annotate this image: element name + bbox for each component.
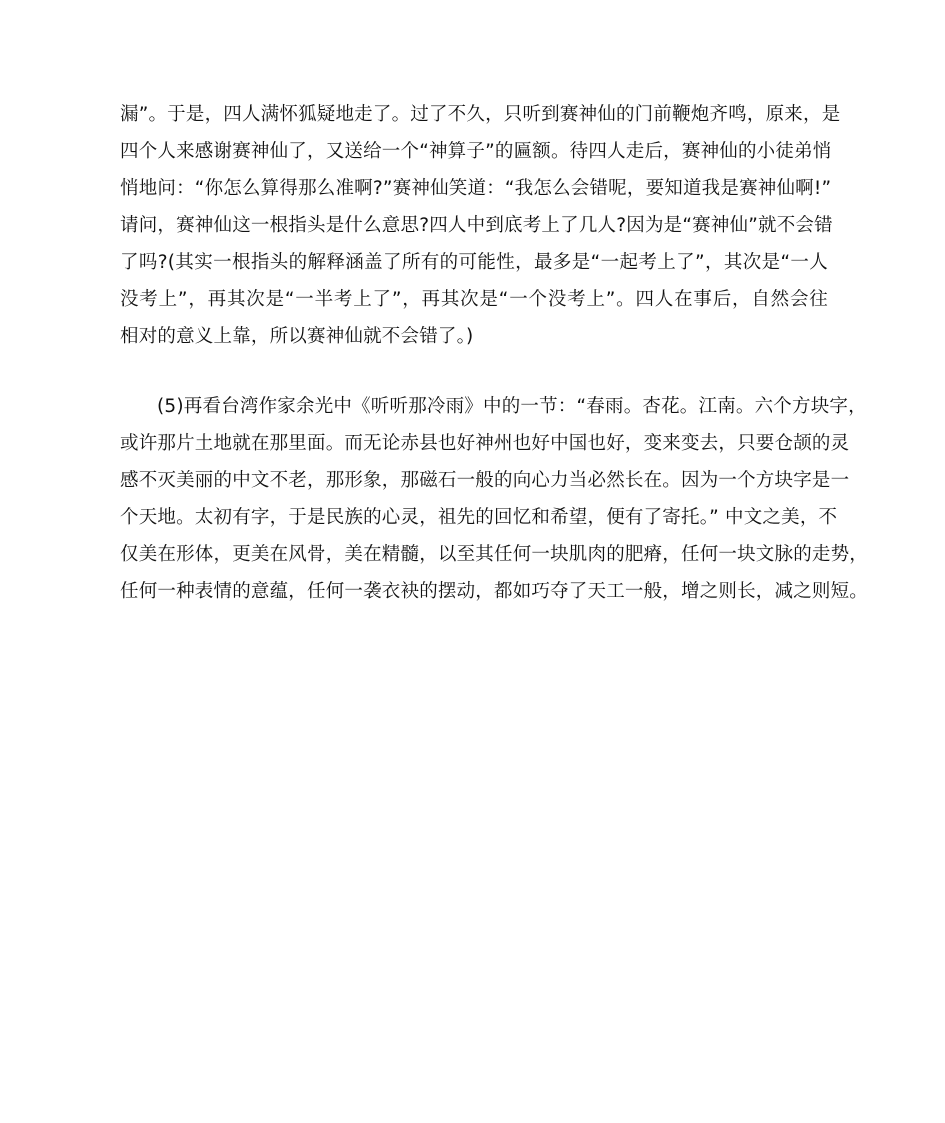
text-line: 任何一种表情的意蕴，任何一袭衣袂的摆动，都如巧夺了天工一般，增之则长，减之则短。: [120, 581, 869, 602]
text-line: 没考上”，再其次是“一半考上了”，再其次是“一个没考上”。四人在事后，自然会往: [120, 289, 828, 310]
text-line: 了吗?(其实一根指头的解释涵盖了所有的可能性，最多是“一起考上了”，其次是“一人: [120, 252, 828, 273]
text-line: 四个人来感谢赛神仙了，又送给一个“神算子”的匾额。待四人走后，赛神仙的小徒弟悄: [120, 141, 832, 162]
paragraph-fortune-teller: [120, 96, 841, 355]
text-line: 仅美在形体，更美在风骨，美在精髓，以至其任何一块肌肉的肥瘠，任何一块文脉的走势，: [120, 544, 869, 565]
text-line: 个天地。太初有字，于是民族的心灵，祖先的回忆和希望，便有了寄托。” 中文之美，不: [120, 507, 838, 528]
text-line: 相对的意义上靠，所以赛神仙就不会错了。): [120, 326, 474, 347]
text-line: 漏”。于是，四人满怀狐疑地走了。过了不久，只听到赛神仙的门前鞭炮齐鸣，原来，是: [120, 104, 841, 125]
text-line: (5)再看台湾作家余光中《听听那冷雨》中的一节：“春雨。杏花。江南。六个方块字，: [157, 396, 867, 417]
text-line: 或许那片土地就在那里面。而无论赤县也好神州也好中国也好，变来变去，只要仓颉的灵: [120, 433, 850, 454]
paragraph-yu-guangzhong: [120, 388, 869, 610]
text-line: 感不灭美丽的中文不老，那形象，那磁石一般的向心力当必然长在。因为一个方块字是一: [120, 470, 850, 491]
text-line: 悄地问：“你怎么算得那么准啊?”赛神仙笑道：“我怎么会错呢，要知道我是赛神仙啊!”: [120, 178, 832, 199]
text-line: 请问，赛神仙这一根指头是什么意思?四人中到底考上了几人?因为是“赛神仙”就不会错: [120, 215, 833, 236]
